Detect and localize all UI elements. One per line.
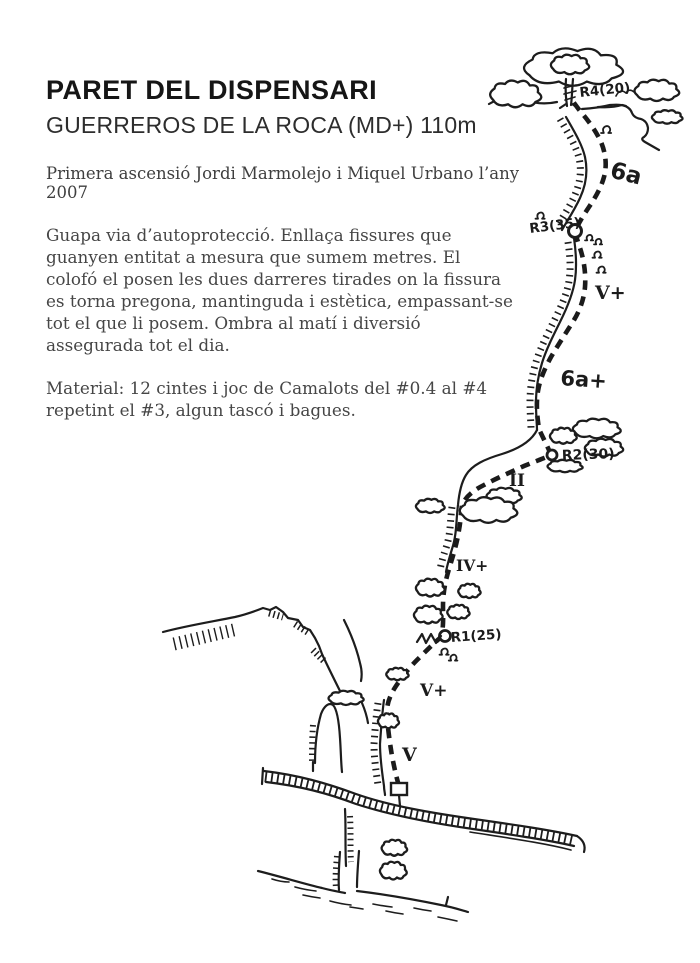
bush-icon — [573, 419, 621, 439]
rock-dome — [315, 704, 342, 772]
first-ascent-line: Primera ascensió Jordi Marmolejo i Miquel Urbano l’any 2007 — [46, 164, 520, 202]
crack-line-p3 — [536, 238, 576, 430]
crack-hatch-p1 — [374, 703, 378, 785]
pillar-hatch — [336, 856, 337, 888]
piton-icon — [449, 655, 458, 661]
dome-right-edge — [362, 703, 368, 723]
bush-icon — [458, 584, 480, 598]
lower-terrain — [258, 809, 468, 921]
page-title: PARET DEL DISPENSARI — [46, 75, 378, 105]
bush-icon — [329, 691, 364, 705]
grade-label-6a: 6a — [607, 157, 645, 191]
grade-label-vplus-upper: V+ — [595, 282, 626, 304]
bush-icon — [460, 497, 518, 523]
grade-label-ivplus: IV+ — [456, 556, 489, 575]
bush-icon — [416, 499, 445, 513]
grade-label-ii: II — [509, 471, 525, 491]
pitons — [440, 126, 612, 660]
gully-hatch-below — [350, 816, 351, 862]
ground-line-left — [258, 871, 345, 893]
route-description: Guapa via d’autoprotecció. Enllaça fissures que guanyen entitat a mesura que sumem metres. El colofó el posen les dues darreres tirades on la fissura es torna pregona, mantinguda i estètica, empassant-se tot el que li posem. Ombra al matí i diversió assegurada tot el dia. — [46, 225, 513, 355]
sign-plaque — [391, 783, 407, 795]
route-name-grade: GUERREROS DE LA ROCA (MD+) 110m — [46, 112, 477, 138]
material-note: Material: 12 cintes i joc de Camalots del #0.4 al #4 repetint el #3, algun tascó i bagues. — [46, 378, 488, 421]
grade-label-vplus-lower: V+ — [420, 681, 448, 701]
sign-post — [399, 795, 400, 806]
piton-icon — [594, 239, 602, 245]
walkway-lower-double-line — [470, 832, 571, 850]
tree-canopy-icon — [551, 55, 589, 75]
belay-label-r3: R3(35) — [528, 214, 582, 237]
bush-icon — [635, 80, 680, 101]
water-ripples — [272, 879, 457, 921]
walkway-right-end — [577, 836, 585, 852]
pillar-left-edge — [339, 852, 340, 890]
belay-label-r1: R1(25) — [450, 626, 503, 646]
bush-icon — [447, 605, 469, 619]
walkway-top-edge — [264, 771, 577, 836]
ground-tick — [446, 897, 448, 905]
piton-icon — [597, 266, 606, 272]
bush-icon — [380, 862, 407, 880]
belay-ring-r2 — [547, 450, 557, 460]
piton-icon — [440, 648, 449, 654]
mountain-shading — [174, 629, 238, 644]
bush-icon — [652, 110, 683, 124]
piton-icon — [585, 235, 593, 241]
belay-tree-bush-icon — [550, 428, 577, 444]
pillar-right-edge — [357, 851, 359, 887]
crack-line-p4 — [562, 117, 586, 230]
ridge-step-shadow-1 — [269, 613, 283, 617]
bush-icon — [382, 840, 408, 856]
bush-icon — [414, 606, 443, 624]
left-mountain — [163, 607, 368, 772]
walkway-bottom-edge — [266, 782, 574, 846]
walkway-hatching — [265, 777, 575, 841]
bush-icon — [378, 713, 399, 728]
gully-line-below — [345, 809, 346, 866]
bush-icon — [386, 668, 408, 680]
grade-label-v: V — [402, 744, 417, 766]
route-start-sign — [391, 783, 407, 806]
dome-hatch — [312, 725, 313, 764]
piton-icon — [593, 251, 602, 257]
trail-walkway — [262, 768, 585, 852]
mountain-ridge — [163, 607, 342, 695]
summit-step-ridge — [598, 105, 659, 150]
bush-icon — [416, 579, 445, 597]
gully-wall — [344, 620, 362, 681]
ground-line-right — [357, 891, 468, 912]
piton-icon — [601, 126, 611, 133]
bush-icon — [490, 81, 541, 108]
piton-icon — [536, 212, 545, 218]
belay-label-r2: R2(30) — [561, 446, 615, 464]
belay-label-r4: R4(20) — [578, 79, 632, 101]
walkway-left-end — [262, 768, 263, 784]
grade-label-6aplus: 6a+ — [559, 366, 608, 394]
